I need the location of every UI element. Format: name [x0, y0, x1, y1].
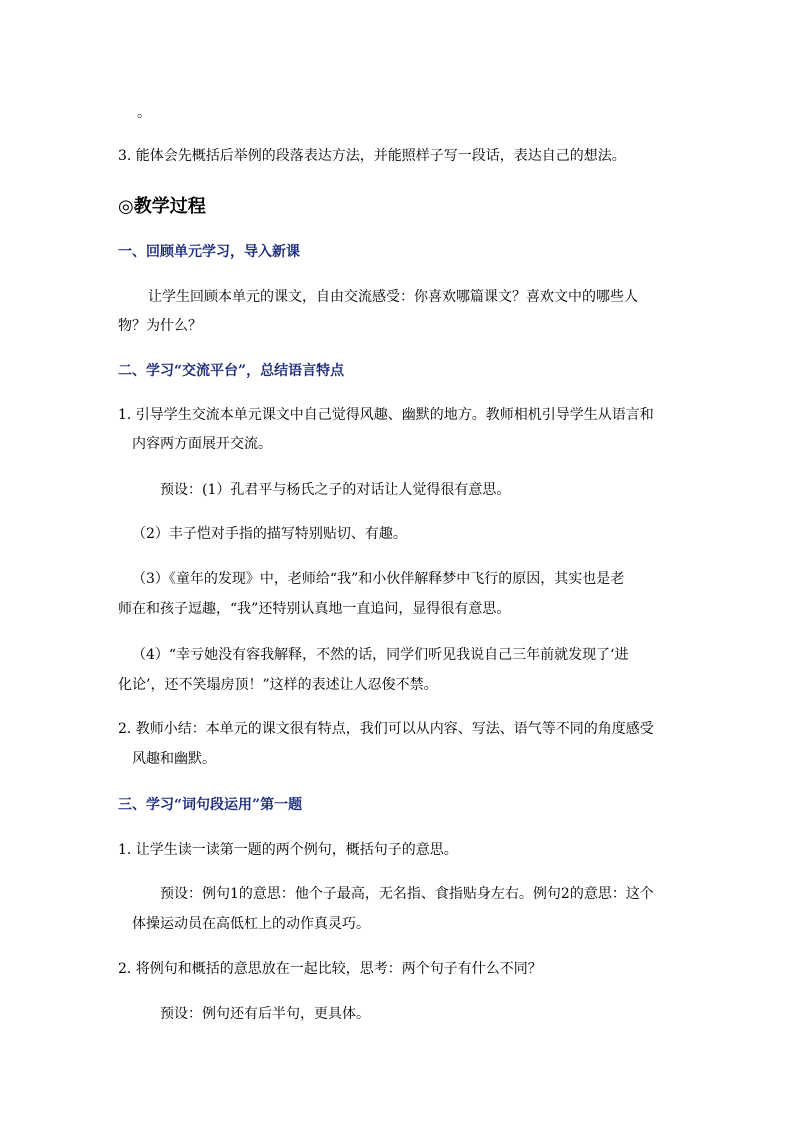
objective-3: 3. 能体会先概括后举例的段落表达方法，并能照样子写一段话，表达自己的想法。 — [118, 148, 626, 164]
paragraph-line: 预设：例句还有后半句，更具体。 — [160, 1006, 370, 1022]
section-title-3: 三、学习“词句段运用”第一题 — [118, 797, 303, 813]
paragraph-line: 2. 教师小结：本单元的课文很有特点，我们可以从内容、写法、语气等不同的角度感受 — [118, 721, 654, 737]
paragraph-line: 体操运动员在高低杠上的动作真灵巧。 — [132, 916, 370, 932]
paragraph-line: （2）丰子恺对手指的描写特别贴切、有趣。 — [132, 526, 407, 542]
text-line: 。 — [137, 105, 151, 121]
section-title-2: 二、学习“交流平台”，总结语言特点 — [118, 363, 345, 379]
paragraph-line: 师在和孩子逗趣，“我”还特别认真地一直追问，显得很有意思。 — [118, 601, 511, 617]
paragraph-line: 让学生回顾本单元的课文，自由交流感受：你喜欢哪篇课文？喜欢文中的哪些人 — [148, 289, 638, 305]
paragraph-line: 1. 引导学生交流本单元课文中自己觉得风趣、幽默的地方。教师相机引导学生从语言和 — [118, 407, 654, 423]
paragraph-line: 物？为什么？ — [118, 318, 202, 334]
section-heading-teaching-process: ◎教学过程 — [118, 196, 206, 217]
section-title-1: 一、回顾单元学习，导入新课 — [118, 244, 300, 260]
paragraph-line: 内容两方面展开交流。 — [132, 436, 272, 452]
paragraph-line: 2. 将例句和概括的意思放在一起比较，思考：两个句子有什么不同？ — [118, 961, 542, 977]
paragraph-line: 化论’，还不笑塌房顶！”这样的表述让人忍俊不禁。 — [118, 677, 438, 693]
paragraph-line: 预设：例句1的意思：他个子最高，无名指、食指贴身左右。例句2的意思：这个 — [160, 886, 654, 902]
paragraph-line: （4）“幸亏她没有容我解释，不然的话，同学们听见我说自己三年前就发现了‘进 — [132, 647, 629, 663]
paragraph-line: 预设：(1）孔君平与杨氏之子的对话让人觉得很有意思。 — [160, 482, 511, 498]
paragraph-line: 风趣和幽默。 — [132, 751, 216, 767]
paragraph-line: （3）《童年的发现》中，老师给“我”和小伙伴解释梦中飞行的原因，其实也是老 — [132, 571, 625, 587]
paragraph-line: 1. 让学生读一读第一题的两个例句，概括句子的意思。 — [118, 842, 458, 858]
